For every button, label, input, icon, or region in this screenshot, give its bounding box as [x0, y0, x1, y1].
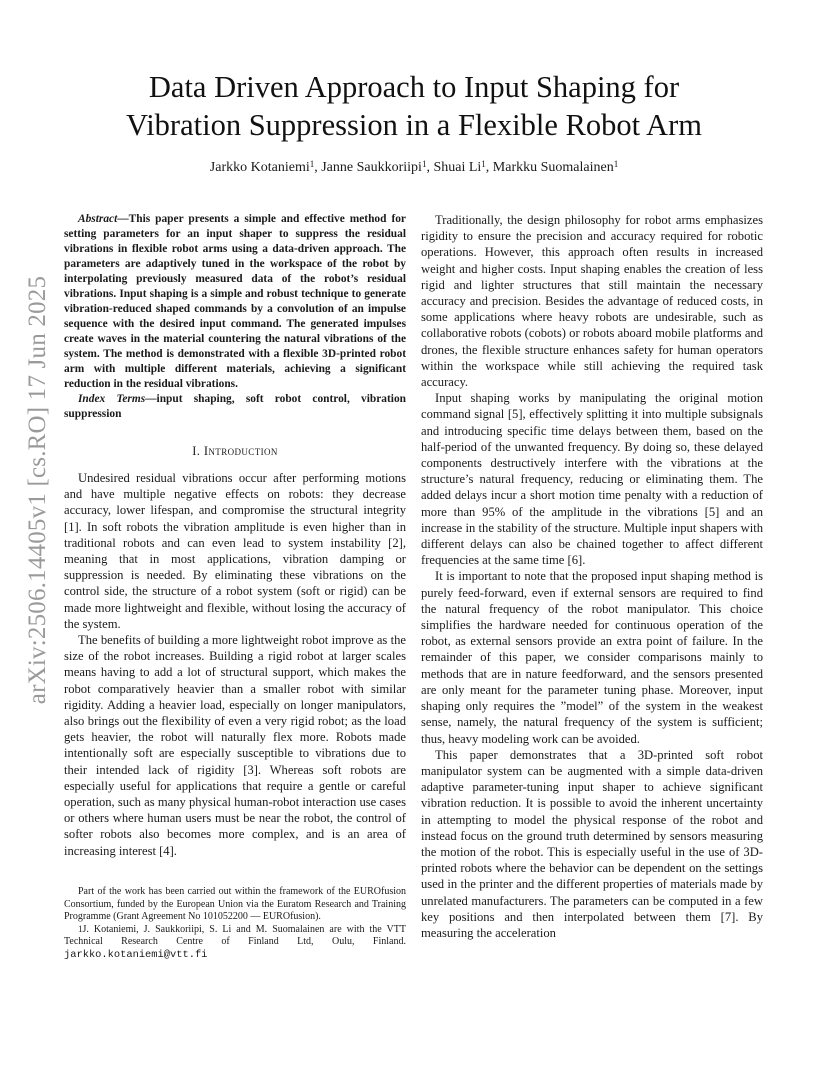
intro-paragraph: Traditionally, the design philosophy for robot arms emphasizes rigidity to ensure the precision and accuracy required for robotic operations. However, this approach often results in increased weight and higher costs. Input shaping enables the creation of less rigid and lighter structures that still maintain the necessary accuracy and precision. Besides the advantage of reduced costs, in some applications where heavy robots are undesirable, such as collaborative robots (cobots) or robots aboard mobile platforms and drones, the flexible structure enhances safety for human operators within the workspace while still achieving the required task accuracy.: [421, 213, 763, 390]
intro-paragraph: The benefits of building a more lightweight robot improve as the size of the robot increases. Building a rigid robot at larger scales means having to add a lot of structural support, which makes the robot comparatively heavier than a smaller robot with similar rigidity. Adding a heavier load, especially on longer manipulators, also brings out the flexibility of even a very rigid robot; as the load gets heavier, the robot will naturally flex more. Robots made intentionally soft are especially susceptible to vibrations due to their intended lack of rigidity [3]. Whereas soft robots are especially useful for applications that require a gentle or careful operation, such as many physical human-robot interaction use cases or others where human users must be near the robot, the control of softer robots also becomes more complex, and is an area of increasing interest [4].: [64, 633, 406, 858]
title-line-2: Vibration Suppression in a Flexible Robot Arm: [126, 108, 702, 142]
arxiv-identifier-text: arXiv:2506.14405v1 [cs.RO] 17 Jun 2025: [24, 275, 51, 705]
section-heading-introduction: I. Introduction: [192, 444, 278, 458]
right-column: [421, 212, 763, 941]
author: Janne Saukkoriipi$^1$,: [321, 159, 434, 175]
abstract-text: —This paper presents a simple and effective method for setting parameters for an input shaper to suppress the residual vibrations in flexible robot arms using a data-driven approach. The parameters are adaptively tuned in the workspace of the robot by interpolating previously measured data of the robot’s residual vibrations. Input shaping is a simple and robust technique to generate vibration-reduced shaped commands by a convolution of an impulse sequence with the desired input command. The generated impulses create waves in the material countering the natural vibrations of the system. The method is demonstrated with a flexible 3D-printed robot arm with multiple different materials, achieving a significant reduction in the residual vibrations.: [64, 213, 406, 390]
paper-title: [60, 68, 768, 144]
index-terms-text: —input shaping, soft robot control, vibration suppression: [64, 393, 406, 420]
funding-footnote: Part of the work has been carried out within the framework of the EUROfusion Consortium, funded by the European Union via the Euratom Research and Training Programme (Grant Agreement No 101052200 — EUROfusion).: [64, 886, 406, 923]
index-terms-label: Index Terms: [78, 393, 146, 405]
author: Shuai Li$^1$,: [433, 159, 493, 175]
intro-paragraph: Input shaping works by manipulating the original motion command signal [5], effectively splitting it into multiple subsignals and introducing specific time delays between them, based on the half-period of the unwanted frequency. By doing so, these delayed components destructively interfere with the vibrations at the structure’s natural frequency, reducing or eliminating them. The added delays incur a short motion time penalty with a reduction of more than 95% of the amplitude in the vibrations [5] and an increase in the stability of the structure. Multiple input shapers with different delays can also be chained together to affect different frequencies at the same time [6].: [421, 391, 763, 568]
index-terms: [64, 392, 406, 422]
author-email-link[interactable]: jarkko.kotaniemi@vtt.fi: [64, 948, 208, 961]
intro-paragraph: This paper demonstrates that a 3D-printed soft robot manipulator system can be augmented with a simple data-driven adaptive parameter-tuning input shaper to achieve significant vibration reduction. It is possible to avoid the inherent uncertainty in attempting to model the physical response of the robot and instead focus on the ground truth determined by sensors measuring the motion of the robot. This is especially useful in the use of 3D-printed robots where the behavior can be dependent on the settings used in the printer and the different properties of materials made by unrelated manufacturers. The parameters can be computed in a few key positions and then interpolated between them [7]. By measuring the acceleration: [421, 747, 763, 940]
intro-paragraph: Undesired residual vibrations occur after performing motions and have multiple negative effects on robots: they decrease accuracy, lower lifespan, and compromise the structural integrity [1]. In soft robots the vibration amplitude is even higher than in traditional robots and can even lead to system instability [2], meaning that in most applications, vibration damping or suppression is needed. By eliminating these vibrations on the control side, the structure of a robot system (soft or rigid) can be made more lightweight and flexible, without losing the accuracy of the system.: [64, 471, 406, 631]
title-line-1: Data Driven Approach to Input Shaping for: [148, 70, 680, 104]
author: Markku Suomalainen$^1$: [492, 159, 619, 175]
affiliation-footnote: $^1$J. Kotaniemi, J. Saukkoriipi, S. Li and M. Suomalainen are with the VTT Technical Research Centre of Finland Ltd, Oulu, Finland. jarkko.kotaniemi@vtt.fi: [64, 923, 406, 961]
arxiv-identifier-stamp[interactable]: [18, 275, 58, 705]
footnotes: [64, 886, 406, 962]
abstract: [64, 212, 406, 392]
intro-paragraph: It is important to note that the proposed input shaping method is purely feed-forward, even if external sensors are required to find the natural frequency of the robot manipulator. This choice simplifies the hardware needed for continuous operation of the robot, as external sensors provide an extra point of failure. In the remainder of this paper, we consider comparisons mainly to methods that are in nature feedforward, and the sensors presented are only meant for the parameter tuning phase. Moreover, input shaping only requires the ”model” of the system in the weakest sense, namely, the natural frequency of the system is sufficient; thus, heavy modeling work can be avoided.: [421, 569, 763, 746]
left-column: [64, 212, 406, 859]
abstract-label: Abstract: [78, 213, 118, 225]
author-list: [60, 160, 768, 176]
author: Jarkko Kotaniemi$^1$,: [209, 159, 322, 175]
